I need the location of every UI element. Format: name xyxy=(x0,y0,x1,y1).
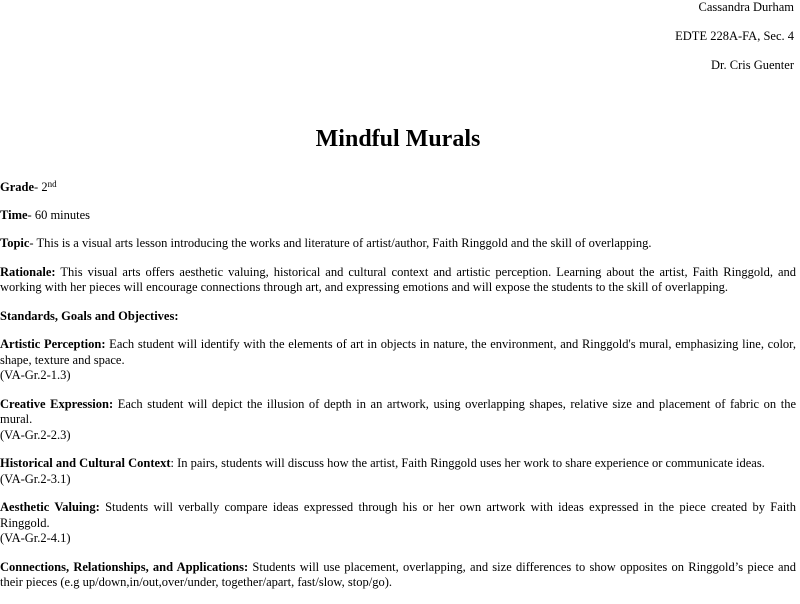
document-title: Mindful Murals xyxy=(315,126,481,152)
standard-historical-cultural-context xyxy=(0,456,796,487)
topic-text: - This is a visual arts lesson introducing the works and literature of artist/author, Faith Ringgold and the skill of overlapping. xyxy=(29,236,652,250)
standard-label: Historical and Cultural Context xyxy=(0,456,171,470)
standards-heading xyxy=(0,309,796,325)
rationale-label: Rationale: xyxy=(0,264,56,279)
standard-label: Connections, Relationships, and Applications: xyxy=(0,559,249,574)
standard-code: (VA-Gr.2-4.1) xyxy=(0,531,71,545)
rationale-text: This visual arts offers aesthetic valuing, historical and cultural context and artistic perception. Learning about the artist, Faith Ringgold, and working with her pieces will encourage connections through art, and expressing emotions and will expose the students to the skill of overlapping. xyxy=(0,264,796,294)
grade-separator: - xyxy=(34,180,42,194)
rationale-paragraph xyxy=(0,265,796,296)
time-label: Time xyxy=(0,207,28,222)
grade-label: Grade xyxy=(0,180,35,194)
standard-code: (VA-Gr.2-3.1) xyxy=(0,471,71,486)
standard-code: (VA-Gr.2-2.3) xyxy=(0,427,71,442)
standard-text: Each student will identify with the elements of art in objects in nature, the environment, and Ringgold's mural, emphasizing line, color, shape, texture and space. xyxy=(0,337,796,367)
standard-label: Artistic Perception: xyxy=(0,337,106,351)
standard-artistic-perception xyxy=(0,337,796,384)
grade-value: 2 xyxy=(41,180,48,194)
topic-label: Topic xyxy=(0,236,30,250)
grade-suffix: nd xyxy=(47,179,57,189)
standard-text: Students will use placement, overlapping, and size differences to show opposites on Ringgold’s piece and their pieces (e.g up/down,in/out,over/under, together/apart, fast/slow, stop/go). xyxy=(0,559,796,589)
instructor-name: Dr. Cris Guenter xyxy=(711,58,794,72)
standard-connections-relationships-applications xyxy=(0,560,796,591)
author-name: Cassandra Durham xyxy=(698,0,794,14)
standard-label: Creative Expression: xyxy=(0,396,114,411)
standard-text: : In pairs, students will discuss how the artist, Faith Ringgold uses her work to share experience or communicate ideas. xyxy=(170,456,765,470)
standard-label: Aesthetic Valuing: xyxy=(0,500,100,514)
course-name: EDTE 228A-FA, Sec. 4 xyxy=(675,29,794,43)
time-line xyxy=(0,208,796,224)
time-text: - 60 minutes xyxy=(27,207,91,222)
standard-creative-expression xyxy=(0,397,796,444)
grade-line xyxy=(0,180,796,196)
standard-code: (VA-Gr.2-1.3) xyxy=(0,368,71,382)
standard-text: Each student will depict the illusion of depth in an artwork, using overlapping shapes, relative size and placement of fabric on the mural. xyxy=(0,396,796,426)
document-header xyxy=(675,0,794,87)
standards-heading-text: Standards, Goals and Objectives: xyxy=(0,308,179,323)
standard-aesthetic-valuing xyxy=(0,500,796,547)
standard-text: Students will verbally compare ideas expressed through his or her own artwork with ideas expressed in the piece created by Faith Ringgold. xyxy=(0,500,796,530)
topic-line xyxy=(0,236,796,252)
document-body xyxy=(0,180,796,604)
